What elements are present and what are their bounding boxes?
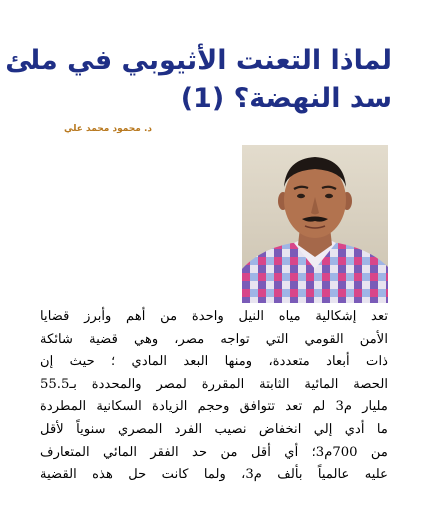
body-line: من 700م3؛ أي أقل من حد الفقر المائي المتعارف xyxy=(40,444,388,460)
author-byline: د. محمود محمد علي xyxy=(63,124,152,134)
article-headline xyxy=(5,42,392,118)
body-line: ما أدي إلي انخفاض نصيب الفرد المصري سنوياً لأقل xyxy=(40,421,388,437)
body-line: الحصة المائية الثابتة المقررة لمصر والمحددة بـ55.5 xyxy=(40,376,388,392)
body-line: مليار م3 لم تعد تتوافق وحجم الزيادة السكانية المطردة xyxy=(40,399,388,415)
body-line: الأمن القومي التي تواجه مصر، وهي قضية شائكة xyxy=(40,331,388,347)
author-photo xyxy=(242,145,388,303)
article-body xyxy=(40,306,388,487)
body-line: ذات أبعاد متعددة، ومنها البعد المادي ؛ حيث إن xyxy=(40,354,388,370)
body-line: عليه عالمياً بألف م3، ولما كانت حل هذه القضية xyxy=(40,467,388,483)
headline-line-1: لماذا التعنت الأثيوبي في ملئ xyxy=(5,45,392,76)
body-line: تعد إشكالية مياه النيل واحدة من أهم وأبرز قضايا xyxy=(40,309,388,324)
headline-line-2: سد النهضة؟ (1) xyxy=(180,83,392,114)
